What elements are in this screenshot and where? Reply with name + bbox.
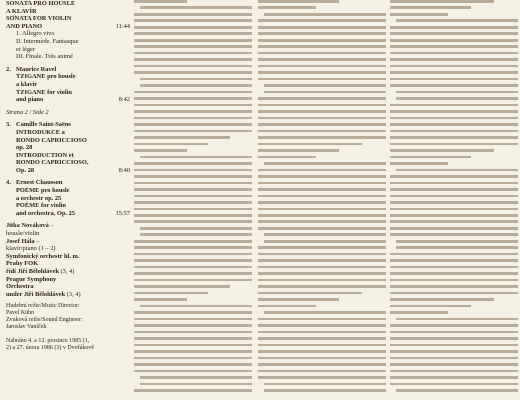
text-line-placeholder: [258, 272, 386, 275]
text-line-placeholder: [390, 227, 518, 230]
text-line-placeholder: [390, 331, 518, 334]
text-line-placeholder: [258, 370, 386, 373]
text-line-placeholder: [258, 266, 386, 269]
text-line-placeholder: [258, 324, 386, 327]
text-line-placeholder: [134, 182, 252, 185]
text-line-placeholder: [258, 220, 386, 223]
text-line-placeholder: [264, 84, 386, 87]
text-line-placeholder: [258, 143, 362, 146]
track-1-title-en: SONATA FOR VIOLIN: [6, 15, 72, 23]
text-line-placeholder: [258, 195, 386, 198]
text-line-placeholder: [390, 26, 518, 29]
text-line-placeholder: [134, 175, 252, 178]
track-1-movement-1: 1. Allegro vivo: [16, 30, 55, 38]
text-line-placeholder: [258, 331, 386, 334]
text-line-placeholder: [140, 227, 252, 230]
track-1-movement-2: II. Intermède. Fantasque: [16, 37, 79, 45]
text-line-placeholder: [134, 52, 252, 55]
performer-5: [6, 268, 130, 276]
text-line-placeholder: [140, 383, 252, 386]
text-line-placeholder: [134, 32, 252, 35]
text-line-placeholder: [258, 71, 386, 74]
text-line-placeholder: [134, 324, 252, 327]
text-line-placeholder: [258, 123, 386, 126]
text-line-placeholder: [258, 279, 386, 282]
credit-line-1: Hudební režie/Music Director:: [6, 303, 80, 310]
credit-line-2: Pavel Kühn: [6, 310, 35, 317]
track-1-title-en-2: AND PIANO: [6, 22, 43, 30]
track-4-number: 4.: [6, 179, 11, 187]
text-line-placeholder: [390, 305, 471, 308]
text-line-placeholder: [396, 240, 518, 243]
text-line-placeholder: [258, 19, 386, 22]
track-2: [6, 66, 130, 104]
text-line-placeholder: [258, 104, 386, 107]
text-line-placeholder: [390, 58, 518, 61]
text-line-placeholder: [390, 233, 518, 236]
text-line-placeholder: [390, 350, 518, 353]
text-line-placeholder: [258, 253, 386, 256]
track-2-time-row: [6, 96, 130, 104]
text-line-placeholder: [134, 208, 252, 211]
text-line-placeholder: [264, 240, 386, 243]
track-3-composer: Camille Saint-Saëns: [16, 121, 71, 129]
performer-5-role: (3, 4): [60, 268, 75, 275]
text-line-placeholder: [134, 246, 252, 249]
text-line-placeholder: [140, 376, 252, 379]
text-line-placeholder: [134, 285, 230, 288]
performer-6: Prague Symphony: [6, 275, 57, 283]
text-line-placeholder: [258, 136, 386, 139]
track-4: [6, 179, 130, 217]
text-line-placeholder: [258, 298, 339, 301]
track-4-composer: Ernest Chausson: [16, 179, 63, 187]
text-line-placeholder: [390, 370, 518, 373]
text-line-placeholder: [390, 130, 518, 133]
text-line-placeholder: [134, 357, 252, 360]
credit-line-6: Nahráno 4. a 12. prosince 1985 (1,: [6, 338, 90, 345]
track-2-duration: 8:42: [118, 96, 130, 104]
performer-2-name: Josef Hála: [6, 237, 35, 245]
text-line-placeholder: [258, 305, 316, 308]
text-line-placeholder: [134, 337, 252, 340]
text-line-placeholder: [390, 84, 518, 87]
text-line-placeholder: [258, 117, 386, 120]
text-line-placeholder: [264, 13, 386, 16]
text-line-placeholder: [134, 136, 230, 139]
text-line-placeholder: [258, 214, 386, 217]
text-line-placeholder: [390, 149, 494, 152]
text-line-placeholder: [258, 259, 386, 262]
text-line-placeholder: [390, 110, 518, 113]
text-line-placeholder: [390, 162, 448, 165]
credit-line-4: Jaroslav Vaníček: [6, 324, 47, 331]
track-3-number: 3.: [6, 121, 11, 129]
text-line-placeholder: [264, 389, 386, 392]
credit-line-3: Zvuková režie/Sound Engineer:: [6, 317, 83, 324]
performer-1-role: housle/violin: [6, 230, 40, 238]
text-line-placeholder: [390, 188, 518, 191]
text-line-placeholder: [264, 91, 386, 94]
performer-7: Orchestra: [6, 283, 34, 291]
text-line-placeholder: [134, 389, 252, 392]
track-1-title-cz-2: A KLAVÍR: [6, 7, 37, 15]
text-line-placeholder: [390, 272, 518, 275]
performers: [6, 222, 130, 298]
text-line-placeholder: [134, 279, 252, 282]
text-line-placeholder: [258, 78, 386, 81]
text-line-placeholder: [258, 65, 386, 68]
track-3-duration: 8:40: [118, 166, 130, 174]
text-line-placeholder: [134, 71, 252, 74]
track-4-time-row: [6, 210, 130, 218]
performer-8-name: under Jiří Bělohlávek: [6, 290, 66, 298]
text-line-placeholder: [258, 169, 386, 172]
text-line-placeholder: [390, 324, 518, 327]
text-line-placeholder: [396, 389, 518, 392]
text-line-placeholder: [390, 156, 471, 159]
text-line-placeholder: [258, 45, 386, 48]
text-line-placeholder: [258, 344, 386, 347]
track-3: [6, 121, 130, 174]
track-3-title-cz-2: RONDO CAPRICCIOSO: [16, 136, 87, 144]
text-line-placeholder: [258, 130, 386, 133]
performer-2-role: klavír/piano (1 – 2): [6, 245, 56, 253]
text-line-placeholder: [134, 344, 252, 347]
text-line-placeholder: [134, 350, 252, 353]
text-line-placeholder: [258, 318, 386, 321]
text-line-placeholder: [390, 201, 518, 204]
track-1-time-row: [6, 23, 130, 31]
text-line-placeholder: [390, 376, 518, 379]
text-line-placeholder: [390, 253, 518, 256]
text-line-placeholder: [134, 123, 252, 126]
text-line-placeholder: [134, 188, 252, 191]
text-line-placeholder: [140, 233, 252, 236]
text-line-placeholder: [134, 195, 252, 198]
text-line-placeholder: [390, 71, 518, 74]
track-3-opus-en: Op. 28: [16, 166, 35, 174]
track-4-title-cz-2: a orchestr op. 25: [16, 194, 62, 202]
text-line-placeholder: [134, 110, 252, 113]
liner-notes-german-column: [390, 0, 518, 400]
text-line-placeholder: [258, 285, 386, 288]
text-line-placeholder: [396, 246, 518, 249]
text-line-placeholder: [258, 246, 386, 249]
track-4-title-en: POÈME for violin: [16, 202, 66, 210]
text-line-placeholder: [258, 208, 386, 211]
track-2-title-cz-2: a klavír: [16, 80, 38, 88]
track-3-opus-cz: op. 28: [16, 144, 33, 152]
text-line-placeholder: [390, 357, 518, 360]
text-line-placeholder: [258, 337, 386, 340]
text-line-placeholder: [390, 6, 471, 9]
text-line-placeholder: [134, 104, 252, 107]
text-line-placeholder: [390, 383, 518, 386]
performer-1: Jitka Nováková –: [6, 222, 54, 230]
track-1: [6, 0, 130, 61]
performer-4: Prahy FOK: [6, 260, 39, 268]
text-line-placeholder: [390, 13, 448, 16]
track-1-movement-2b: et léger: [16, 45, 35, 53]
text-line-placeholder: [134, 298, 187, 301]
performer-1-name: Jitka Nováková: [6, 222, 49, 230]
performer-8: [6, 291, 130, 299]
text-line-placeholder: [258, 363, 386, 366]
text-line-placeholder: [390, 311, 448, 314]
text-line-placeholder: [258, 376, 386, 379]
text-line-placeholder: [390, 298, 494, 301]
text-line-placeholder: [390, 0, 494, 3]
text-line-placeholder: [140, 84, 252, 87]
text-line-placeholder: [134, 65, 252, 68]
text-line-placeholder: [258, 32, 386, 35]
text-line-placeholder: [258, 182, 386, 185]
track-1-title-cz: SONÁTA PRO HOUSLE: [6, 0, 76, 7]
text-line-placeholder: [390, 78, 518, 81]
text-line-placeholder: [258, 26, 386, 29]
text-line-placeholder: [134, 370, 252, 373]
text-line-placeholder: [390, 32, 518, 35]
credits: [6, 303, 130, 352]
text-line-placeholder: [396, 19, 518, 22]
text-line-placeholder: [258, 350, 386, 353]
text-line-placeholder: [264, 233, 386, 236]
text-line-placeholder: [390, 123, 518, 126]
track-3-title-en: INTRODUCTION et: [16, 151, 74, 159]
text-line-placeholder: [390, 175, 518, 178]
text-line-placeholder: [390, 344, 518, 347]
text-line-placeholder: [390, 117, 518, 120]
text-line-placeholder: [140, 78, 252, 81]
text-line-placeholder: [258, 292, 362, 295]
performer-5-name: řídí Jiří Bělohlávek: [6, 268, 59, 275]
text-line-placeholder: [134, 13, 252, 16]
text-line-placeholder: [258, 357, 386, 360]
text-line-placeholder: [390, 182, 518, 185]
track-3-header: [6, 121, 130, 129]
track-4-title-en-2: and orchestra, Op. 25: [16, 209, 75, 217]
text-line-placeholder: [390, 266, 518, 269]
text-line-placeholder: [390, 285, 518, 288]
text-line-placeholder: [258, 39, 386, 42]
text-line-placeholder: [258, 175, 386, 178]
text-line-placeholder: [390, 292, 518, 295]
text-line-placeholder: [390, 208, 518, 211]
text-line-placeholder: [390, 220, 518, 223]
text-line-placeholder: [258, 58, 386, 61]
text-line-placeholder: [134, 318, 252, 321]
text-line-placeholder: [264, 383, 386, 386]
text-line-placeholder: [134, 19, 252, 22]
track-2-composer: Maurice Ravel: [16, 65, 57, 73]
text-line-placeholder: [390, 214, 518, 217]
liner-notes-english-column: [258, 0, 386, 400]
text-line-placeholder: [390, 104, 518, 107]
text-line-placeholder: [134, 97, 252, 100]
text-line-placeholder: [396, 318, 518, 321]
text-line-placeholder: [134, 39, 252, 42]
track-2-number: 2.: [6, 65, 11, 73]
track-4-title-cz: POÈME pro housle: [16, 187, 70, 195]
text-line-placeholder: [140, 6, 252, 9]
track-1-duration: 11:44: [115, 22, 130, 30]
track-3-title-en-2: RONDO CAPRICCIOSO,: [16, 159, 89, 167]
text-line-placeholder: [390, 279, 518, 282]
text-line-placeholder: [258, 201, 386, 204]
text-line-placeholder: [140, 156, 252, 159]
text-line-placeholder: [134, 240, 252, 243]
text-line-placeholder: [258, 156, 316, 159]
text-line-placeholder: [258, 0, 339, 3]
text-line-placeholder: [134, 201, 252, 204]
track-4-duration: 15:57: [115, 209, 130, 217]
track-listing: [6, 0, 130, 400]
text-line-placeholder: [390, 136, 518, 139]
track-4-header: [6, 179, 130, 187]
text-line-placeholder: [134, 331, 252, 334]
text-line-placeholder: [134, 363, 252, 366]
text-line-placeholder: [134, 169, 252, 172]
text-line-placeholder: [134, 143, 208, 146]
performer-3: Symfonický orchestr hl. m.: [6, 252, 80, 260]
text-line-placeholder: [396, 169, 518, 172]
text-line-placeholder: [390, 39, 518, 42]
text-line-placeholder: [134, 0, 187, 3]
text-line-placeholder: [134, 26, 252, 29]
text-line-placeholder: [396, 97, 518, 100]
text-line-placeholder: [390, 337, 518, 340]
text-line-placeholder: [258, 227, 386, 230]
text-line-placeholder: [258, 52, 386, 55]
text-line-placeholder: [134, 253, 252, 256]
text-line-placeholder: [390, 65, 518, 68]
side-2-label: Strana 2 / Side 2: [6, 108, 49, 116]
text-line-placeholder: [390, 259, 518, 262]
text-line-placeholder: [134, 311, 252, 314]
text-line-placeholder: [134, 162, 252, 165]
performer-8-role: (3, 4): [66, 290, 81, 298]
text-line-placeholder: [390, 45, 518, 48]
text-line-placeholder: [134, 130, 252, 133]
track-1-movement-3: III. Finale. Très animé: [16, 53, 73, 61]
text-line-placeholder: [258, 149, 339, 152]
text-line-placeholder: [134, 91, 252, 94]
track-3-time-row: [6, 167, 130, 175]
text-line-placeholder: [396, 91, 518, 94]
credit-line-7: 2) a 27. února 1986 (3) v Dvořákově: [6, 345, 94, 352]
text-line-placeholder: [134, 220, 252, 223]
text-line-placeholder: [134, 45, 252, 48]
text-line-placeholder: [258, 97, 386, 100]
text-line-placeholder: [134, 149, 187, 152]
text-line-placeholder: [134, 292, 208, 295]
track-2-title-en: TZIGANE for violin: [16, 88, 72, 96]
track-3-title-cz: INTRODUKCE a: [16, 128, 65, 136]
text-line-placeholder: [390, 363, 518, 366]
text-line-placeholder: [390, 52, 518, 55]
text-line-placeholder: [258, 110, 386, 113]
text-line-placeholder: [134, 259, 252, 262]
text-line-placeholder: [258, 6, 316, 9]
text-line-placeholder: [258, 188, 386, 191]
text-line-placeholder: [264, 162, 386, 165]
text-line-placeholder: [134, 214, 252, 217]
text-line-placeholder: [390, 143, 518, 146]
performer-2: Josef Hála –: [6, 237, 40, 245]
text-line-placeholder: [134, 272, 252, 275]
track-2-header: [6, 66, 130, 74]
track-2-title-en-2: and piano: [16, 96, 44, 104]
text-line-placeholder: [390, 195, 518, 198]
text-line-placeholder: [134, 58, 252, 61]
text-line-placeholder: [140, 305, 252, 308]
text-line-placeholder: [264, 311, 386, 314]
text-line-placeholder: [134, 266, 252, 269]
track-2-title-cz: TZIGANE pro housle: [16, 73, 76, 81]
liner-notes-czech-column: [134, 0, 252, 400]
text-line-placeholder: [134, 117, 252, 120]
